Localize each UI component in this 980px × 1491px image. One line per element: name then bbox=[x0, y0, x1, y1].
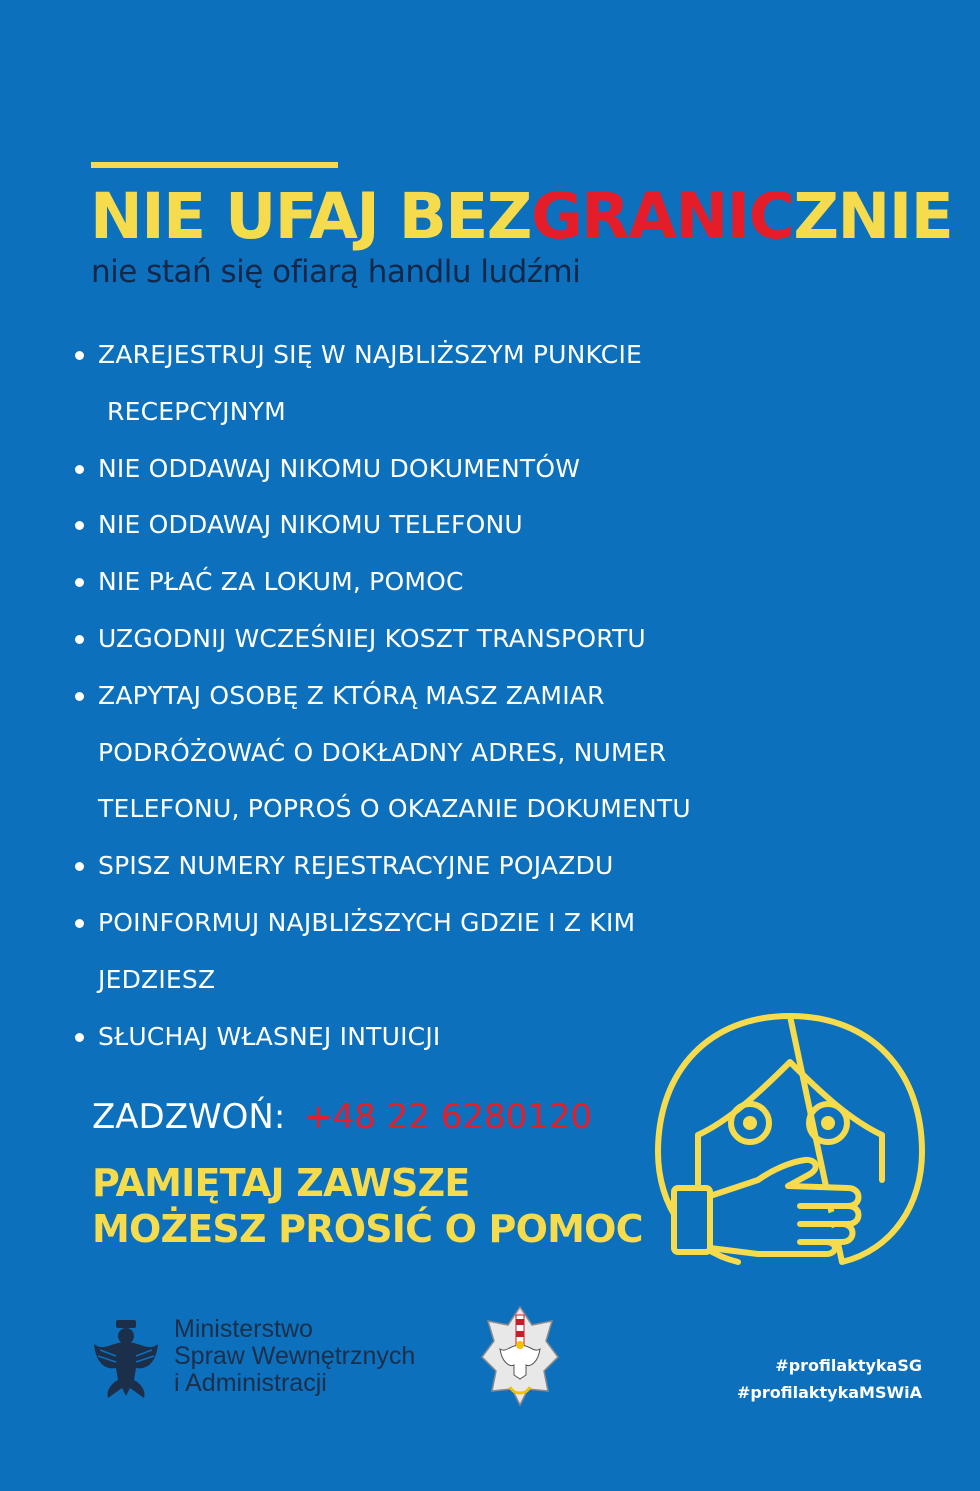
list-item bbox=[74, 497, 874, 554]
phone-number[interactable]: +48 22 6280120 bbox=[304, 1097, 593, 1137]
list-item-line: PODRÓŻOWAĆ O DOKŁADNY ADRES, NUMER bbox=[98, 737, 667, 767]
page-title bbox=[90, 180, 952, 254]
shocked-face-icon bbox=[650, 1010, 930, 1268]
title-part-red: GRANIC bbox=[530, 180, 794, 253]
list-item-line: JEDZIESZ bbox=[98, 964, 216, 994]
list-item-line: RECEPCYJNYM bbox=[107, 396, 286, 426]
title-part-yellow-end: ZNIE bbox=[793, 180, 953, 253]
border-guard-badge-icon bbox=[480, 1305, 560, 1407]
title-part-yellow: NIE UFAJ BEZ bbox=[90, 180, 531, 253]
list-item-line: ZAPYTAJ OSOBĘ Z KTÓRĄ MASZ ZAMIAR bbox=[98, 680, 605, 710]
list-item-line: POINFORMUJ NAJBLIŻSZYCH GDZIE I Z KIM bbox=[98, 907, 636, 937]
hashtag-sg[interactable]: #profilaktykaSG bbox=[775, 1356, 922, 1375]
bullet-icon bbox=[75, 351, 84, 360]
remember-message bbox=[92, 1160, 643, 1252]
polish-eagle-emblem bbox=[90, 1318, 162, 1400]
remember-line-1: PAMIĘTAJ ZAWSZE bbox=[92, 1161, 470, 1205]
ministry-line-1: Ministerstwo bbox=[174, 1315, 313, 1343]
page-subtitle: nie stań się ofiarą handlu ludźmi bbox=[91, 254, 581, 290]
call-label: ZADZWOŃ: bbox=[92, 1097, 286, 1137]
call-line bbox=[92, 1089, 592, 1145]
ministry-name bbox=[174, 1316, 415, 1397]
list-item-line: NIE ODDAWAJ NIKOMU TELEFONU bbox=[98, 510, 523, 540]
list-item-line: SPISZ NUMERY REJESTRACYJNE POJAZDU bbox=[98, 851, 614, 881]
list-item-line: SŁUCHAJ WŁASNEJ INTUICJI bbox=[98, 1021, 441, 1051]
bullet-icon bbox=[75, 1033, 84, 1042]
ministry-line-2: Spraw Wewnętrznych bbox=[174, 1342, 416, 1370]
bullet-icon bbox=[75, 578, 84, 587]
list-item-line: NIE PŁAĆ ZA LOKUM, POMOC bbox=[98, 567, 464, 597]
bullet-icon bbox=[75, 521, 84, 530]
list-item bbox=[74, 554, 874, 611]
safety-tips-list bbox=[74, 327, 874, 1065]
list-item bbox=[74, 838, 874, 895]
bullet-icon bbox=[75, 919, 84, 928]
remember-line-2: MOŻESZ PROSIĆ O POMOC bbox=[92, 1207, 643, 1251]
bullet-icon bbox=[75, 862, 84, 871]
list-item bbox=[74, 668, 874, 838]
list-item bbox=[74, 327, 874, 441]
bullet-icon bbox=[75, 465, 84, 474]
list-item-line: ZAREJESTRUJ SIĘ W NAJBLIŻSZYM PUNKCIE bbox=[98, 340, 643, 369]
title-accent-line bbox=[91, 162, 338, 168]
list-item bbox=[74, 611, 874, 668]
bullet-icon bbox=[75, 692, 84, 701]
list-item bbox=[74, 895, 874, 1009]
list-item-line: UZGODNIJ WCZEŚNIEJ KOSZT TRANSPORTU bbox=[98, 623, 646, 653]
list-item-line: NIE ODDAWAJ NIKOMU DOKUMENTÓW bbox=[98, 453, 581, 483]
list-item bbox=[74, 441, 874, 498]
bullet-icon bbox=[75, 635, 84, 644]
hashtags bbox=[737, 1352, 922, 1406]
ministry-line-3: i Administracji bbox=[174, 1369, 327, 1397]
list-item-line: TELEFONU, POPROŚ O OKAZANIE DOKUMENTU bbox=[98, 794, 691, 824]
hashtag-mswia[interactable]: #profilaktykaMSWiA bbox=[737, 1383, 922, 1402]
